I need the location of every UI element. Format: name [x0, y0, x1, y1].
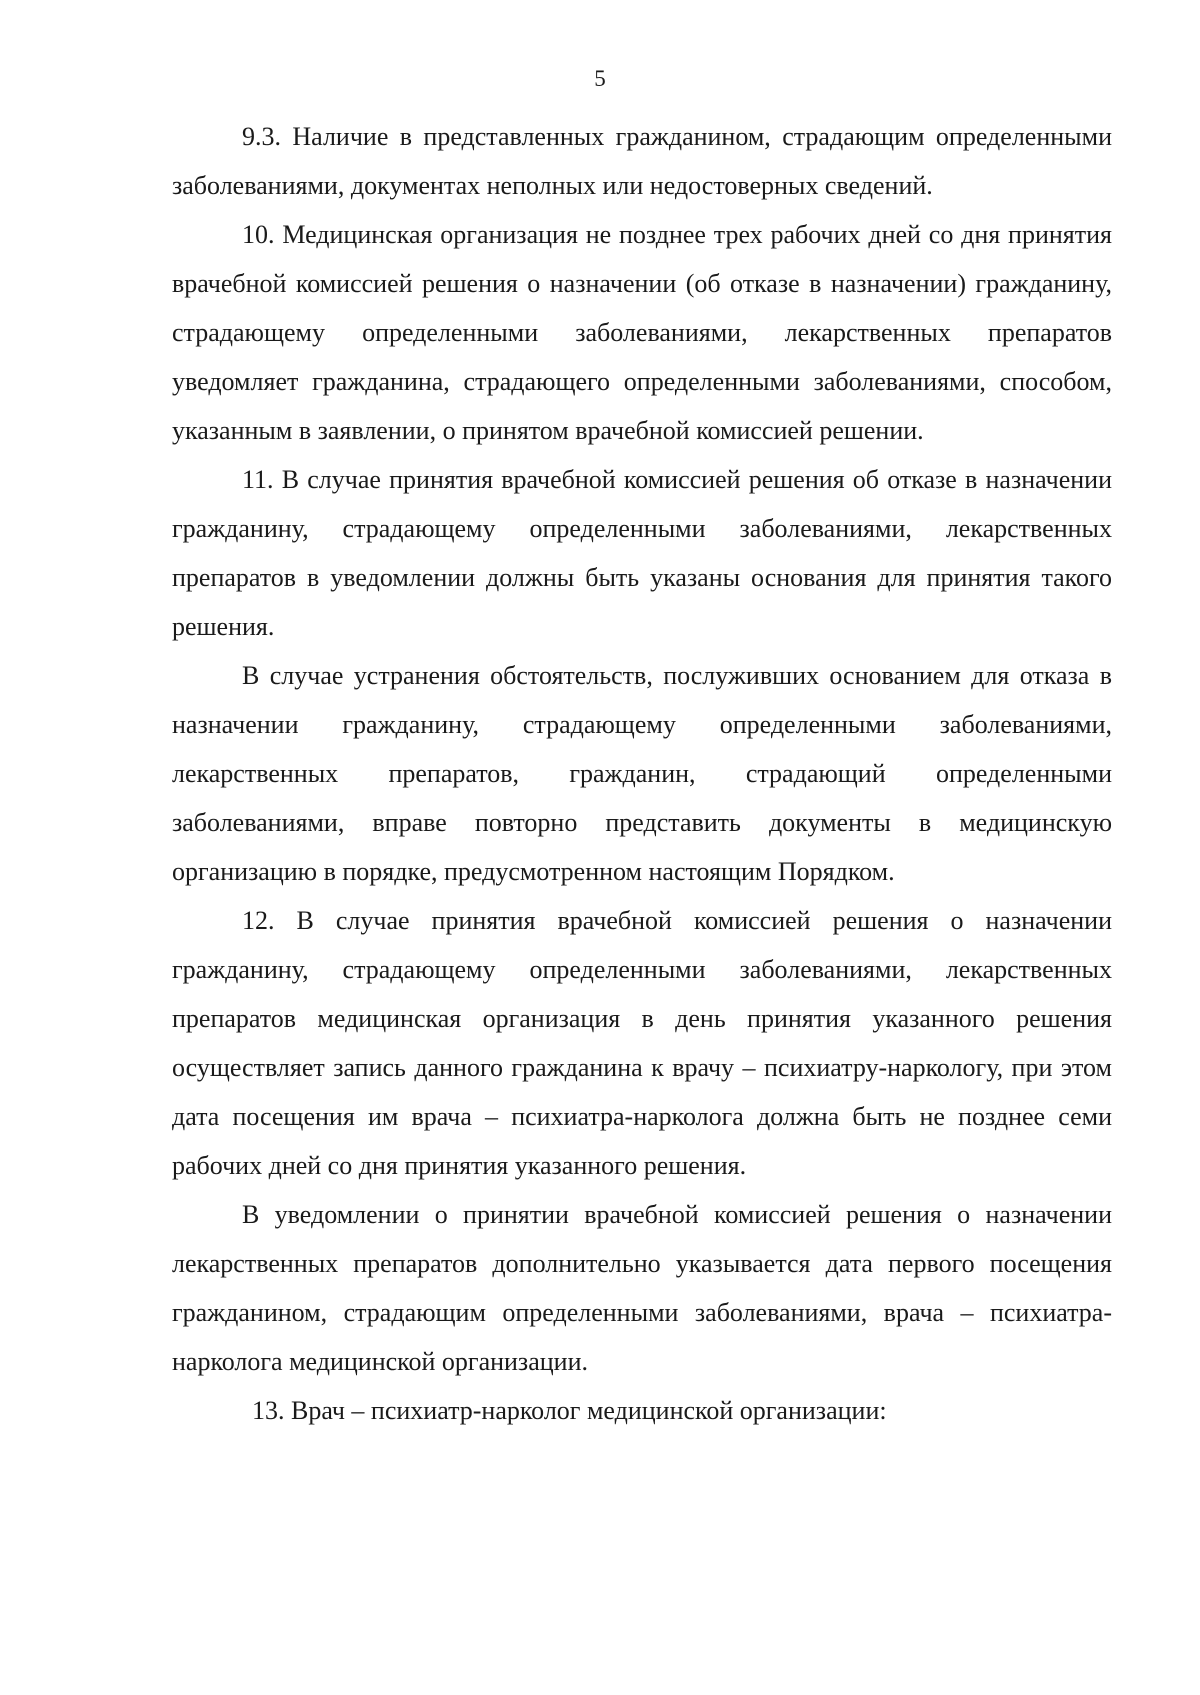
paragraph-12: 12. В случае принятия врачебной комиссией решения о назначении гражданину, страдающему определенными заболеваниями, лекарственных препаратов медицинская организация в день принятия указанного решения осуществляет запись данного гражданина к врачу – психиатру-наркологу, при этом дата посещения им врача – психиатра-нарколога должна быть не позднее семи рабочих дней со дня принятия указанного решения. — [172, 906, 1112, 1180]
paragraph-12-continued: В уведомлении о принятии врачебной комиссией решения о назначении лекарственных препаратов дополнительно указывается дата первого посещения гражданином, страдающим определенными заболеваниями, врача – психиатра-нарколога медицинской организации. — [172, 1200, 1112, 1376]
document-body — [172, 112, 1112, 1435]
paragraph-9-3: 9.3. Наличие в представленных гражданином, страдающим определенными заболеваниями, документах неполных или недостоверных сведений. — [172, 122, 1112, 200]
paragraph-13: 13. Врач – психиатр-нарколог медицинской организации: — [252, 1396, 887, 1425]
paragraph-11-continued: В случае устранения обстоятельств, послуживших основанием для отказа в назначении гражданину, страдающему определенными заболеваниями, лекарственных препаратов, гражданин, страдающий определенными заболеваниями, вправе повторно представить документы в медицинскую организацию в порядке, предусмотренном настоящим Порядком. — [172, 661, 1112, 886]
page-number: 5 — [594, 66, 606, 91]
paragraph-10: 10. Медицинская организация не позднее трех рабочих дней со дня принятия врачебной комиссией решения о назначении (об отказе в назначении) гражданину, страдающему определенными заболеваниями, лекарственных препаратов уведомляет гражданина, страдающего определенными заболеваниями, способом, указанным в заявлении, о принятом врачебной комиссией решении. — [172, 220, 1112, 445]
paragraph-11: 11. В случае принятия врачебной комиссией решения об отказе в назначении гражданину, страдающему определенными заболеваниями, лекарственных препаратов в уведомлении должны быть указаны основания для принятия такого решения. — [172, 465, 1112, 641]
